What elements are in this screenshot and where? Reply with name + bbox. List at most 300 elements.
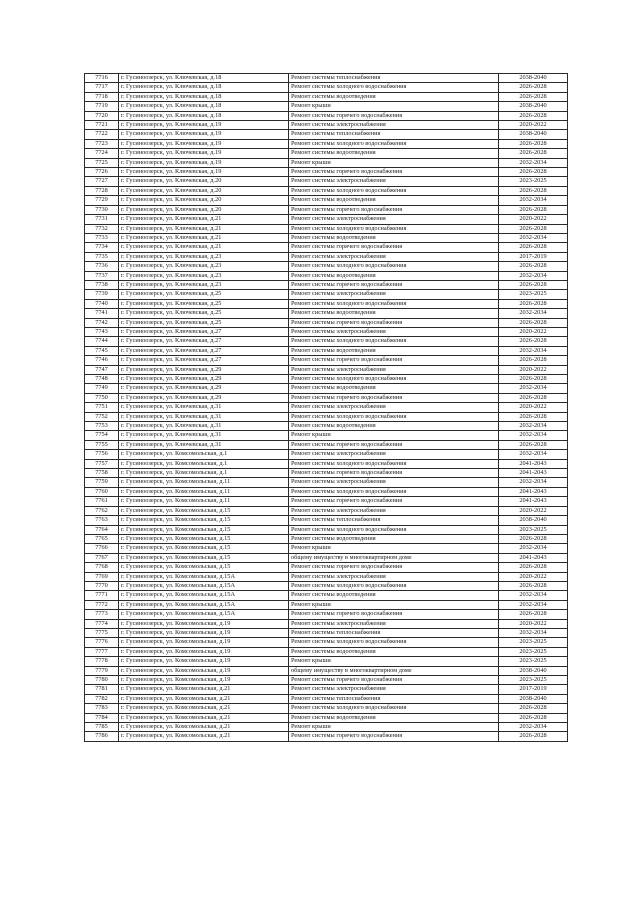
work-type-cell: Ремонт системы холодного водоснабжения bbox=[289, 224, 499, 233]
table-row bbox=[85, 224, 568, 233]
row-number-cell: 7785 bbox=[85, 723, 119, 732]
table-row bbox=[85, 553, 568, 562]
period-cell: 2023-2025 bbox=[499, 676, 568, 685]
work-type-cell: Ремонт системы электроснабжения bbox=[289, 506, 499, 515]
work-type-cell: общему имуществу в многоквартирном доме bbox=[289, 666, 499, 675]
address-cell: г. Гусиноозерск, ул. Комсомольская, д.15 bbox=[119, 516, 289, 525]
table-row bbox=[85, 243, 568, 252]
table-row bbox=[85, 723, 568, 732]
table-row bbox=[85, 713, 568, 722]
table-row bbox=[85, 516, 568, 525]
table-row bbox=[85, 149, 568, 158]
row-number-cell: 7747 bbox=[85, 365, 119, 374]
row-number-cell: 7770 bbox=[85, 581, 119, 590]
table-row bbox=[85, 262, 568, 271]
address-cell: г. Гусиноозерск, ул. Комсомольская, д.21 bbox=[119, 704, 289, 713]
table-row bbox=[85, 628, 568, 637]
period-cell: 2017-2019 bbox=[499, 252, 568, 261]
period-cell: 2020-2022 bbox=[499, 506, 568, 515]
address-cell: г. Гусиноозерск, ул. Комсомольская, д.15 bbox=[119, 525, 289, 534]
period-cell: 2032-2034 bbox=[499, 158, 568, 167]
row-number-cell: 7776 bbox=[85, 638, 119, 647]
address-cell: г. Гусиноозерск, ул. Ключевская, д.25 bbox=[119, 299, 289, 308]
table-row bbox=[85, 111, 568, 120]
row-number-cell: 7774 bbox=[85, 619, 119, 628]
row-number-cell: 7745 bbox=[85, 346, 119, 355]
address-cell: г. Гусиноозерск, ул. Ключевская, д.21 bbox=[119, 215, 289, 224]
table-row bbox=[85, 506, 568, 515]
address-cell: г. Гусиноозерск, ул. Ключевская, д.19 bbox=[119, 121, 289, 130]
table-row bbox=[85, 83, 568, 92]
work-type-cell: Ремонт системы холодного водоснабжения bbox=[289, 262, 499, 271]
address-cell: г. Гусиноозерск, ул. Комсомольская, д.15 bbox=[119, 544, 289, 553]
address-cell: г. Гусиноозерск, ул. Ключевская, д.19 bbox=[119, 139, 289, 148]
period-cell: 2026-2028 bbox=[499, 581, 568, 590]
period-cell: 2026-2028 bbox=[499, 243, 568, 252]
table-row bbox=[85, 412, 568, 421]
work-type-cell: Ремонт системы горячего водоснабжения bbox=[289, 469, 499, 478]
period-cell: 2026-2028 bbox=[499, 318, 568, 327]
work-type-cell: Ремонт системы электроснабжения bbox=[289, 478, 499, 487]
address-cell: г. Гусиноозерск, ул. Ключевская, д.27 bbox=[119, 337, 289, 346]
row-number-cell: 7723 bbox=[85, 139, 119, 148]
row-number-cell: 7771 bbox=[85, 591, 119, 600]
address-cell: г. Гусиноозерск, ул. Ключевская, д.18 bbox=[119, 111, 289, 120]
row-number-cell: 7779 bbox=[85, 666, 119, 675]
period-cell: 2026-2028 bbox=[499, 534, 568, 543]
table-row bbox=[85, 487, 568, 496]
table-row bbox=[85, 450, 568, 459]
address-cell: г. Гусиноозерск, ул. Комсомольская, д.11 bbox=[119, 478, 289, 487]
address-cell: г. Гусиноозерск, ул. Ключевская, д.27 bbox=[119, 327, 289, 336]
work-type-cell: Ремонт системы электроснабжения bbox=[289, 252, 499, 261]
work-type-cell: Ремонт системы холодного водоснабжения bbox=[289, 139, 499, 148]
row-number-cell: 7746 bbox=[85, 356, 119, 365]
address-cell: г. Гусиноозерск, ул. Ключевская, д.29 bbox=[119, 375, 289, 384]
row-number-cell: 7725 bbox=[85, 158, 119, 167]
address-cell: г. Гусиноозерск, ул. Комсомольская, д.15 bbox=[119, 553, 289, 562]
work-type-cell: Ремонт системы электроснабжения bbox=[289, 327, 499, 336]
row-number-cell: 7718 bbox=[85, 92, 119, 101]
address-cell: г. Гусиноозерск, ул. Ключевская, д.25 bbox=[119, 318, 289, 327]
work-type-cell: Ремонт системы водоотведения bbox=[289, 384, 499, 393]
table-row bbox=[85, 572, 568, 581]
address-cell: г. Гусиноозерск, ул. Комсомольская, д.15А bbox=[119, 581, 289, 590]
period-cell: 2026-2028 bbox=[499, 168, 568, 177]
table-row bbox=[85, 327, 568, 336]
work-type-cell: Ремонт системы горячего водоснабжения bbox=[289, 243, 499, 252]
address-cell: г. Гусиноозерск, ул. Ключевская, д.29 bbox=[119, 384, 289, 393]
period-cell: 2038-2040 bbox=[499, 516, 568, 525]
address-cell: г. Гусиноозерск, ул. Ключевская, д.21 bbox=[119, 233, 289, 242]
table-row bbox=[85, 403, 568, 412]
period-cell: 2026-2028 bbox=[499, 205, 568, 214]
work-type-cell: Ремонт системы водоотведения bbox=[289, 422, 499, 431]
table-row bbox=[85, 704, 568, 713]
work-type-cell: Ремонт системы электроснабжения bbox=[289, 619, 499, 628]
period-cell: 2026-2028 bbox=[499, 393, 568, 402]
table-row bbox=[85, 186, 568, 195]
address-cell: г. Гусиноозерск, ул. Комсомольская, д.19 bbox=[119, 676, 289, 685]
address-cell: г. Гусиноозерск, ул. Ключевская, д.23 bbox=[119, 262, 289, 271]
work-type-cell: Ремонт системы теплоснабжения bbox=[289, 130, 499, 139]
address-cell: г. Гусиноозерск, ул. Ключевская, д.20 bbox=[119, 196, 289, 205]
address-cell: г. Гусиноозерск, ул. Ключевская, д.18 bbox=[119, 74, 289, 83]
row-number-cell: 7782 bbox=[85, 694, 119, 703]
work-type-cell: Ремонт системы электроснабжения bbox=[289, 177, 499, 186]
period-cell: 2023-2025 bbox=[499, 290, 568, 299]
table-row bbox=[85, 440, 568, 449]
work-type-cell: Ремонт крыши bbox=[289, 102, 499, 111]
row-number-cell: 7765 bbox=[85, 534, 119, 543]
address-cell: г. Гусиноозерск, ул. Ключевская, д.25 bbox=[119, 290, 289, 299]
work-type-cell: Ремонт крыши bbox=[289, 544, 499, 553]
table-row bbox=[85, 431, 568, 440]
row-number-cell: 7724 bbox=[85, 149, 119, 158]
period-cell: 2026-2028 bbox=[499, 149, 568, 158]
row-number-cell: 7767 bbox=[85, 553, 119, 562]
address-cell: г. Гусиноозерск, ул. Ключевская, д.23 bbox=[119, 280, 289, 289]
row-number-cell: 7720 bbox=[85, 111, 119, 120]
table-row bbox=[85, 591, 568, 600]
row-number-cell: 7756 bbox=[85, 450, 119, 459]
period-cell: 2032-2034 bbox=[499, 384, 568, 393]
address-cell: г. Гусиноозерск, ул. Ключевская, д.18 bbox=[119, 92, 289, 101]
address-cell: г. Гусиноозерск, ул. Ключевская, д.18 bbox=[119, 102, 289, 111]
work-type-cell: Ремонт системы водоотведения bbox=[289, 92, 499, 101]
period-cell: 2020-2022 bbox=[499, 619, 568, 628]
period-cell: 2023-2025 bbox=[499, 647, 568, 656]
table-row bbox=[85, 233, 568, 242]
period-cell: 2026-2028 bbox=[499, 337, 568, 346]
address-cell: г. Гусиноозерск, ул. Ключевская, д.21 bbox=[119, 243, 289, 252]
repair-schedule-table bbox=[84, 73, 568, 742]
work-type-cell: Ремонт системы водоотведения bbox=[289, 713, 499, 722]
address-cell: г. Гусиноозерск, ул. Комсомольская, д.1 bbox=[119, 450, 289, 459]
period-cell: 2026-2028 bbox=[499, 280, 568, 289]
table-row bbox=[85, 139, 568, 148]
address-cell: г. Гусиноозерск, ул. Комсомольская, д.19 bbox=[119, 619, 289, 628]
row-number-cell: 7717 bbox=[85, 83, 119, 92]
address-cell: г. Гусиноозерск, ул. Ключевская, д.23 bbox=[119, 252, 289, 261]
period-cell: 2041-2043 bbox=[499, 497, 568, 506]
work-type-cell: Ремонт системы холодного водоснабжения bbox=[289, 412, 499, 421]
work-type-cell: Ремонт системы теплоснабжения bbox=[289, 694, 499, 703]
table-row bbox=[85, 384, 568, 393]
period-cell: 2023-2025 bbox=[499, 177, 568, 186]
period-cell: 2032-2034 bbox=[499, 591, 568, 600]
row-number-cell: 7730 bbox=[85, 205, 119, 214]
period-cell: 2041-2043 bbox=[499, 459, 568, 468]
table-row bbox=[85, 619, 568, 628]
period-cell: 2032-2034 bbox=[499, 346, 568, 355]
address-cell: г. Гусиноозерск, ул. Ключевская, д.31 bbox=[119, 412, 289, 421]
address-cell: г. Гусиноозерск, ул. Ключевская, д.19 bbox=[119, 168, 289, 177]
table-row bbox=[85, 393, 568, 402]
row-number-cell: 7740 bbox=[85, 299, 119, 308]
row-number-cell: 7783 bbox=[85, 704, 119, 713]
row-number-cell: 7772 bbox=[85, 600, 119, 609]
work-type-cell: Ремонт системы водоотведения bbox=[289, 309, 499, 318]
work-type-cell: общему имуществу в многоквартирном доме bbox=[289, 553, 499, 562]
table-row bbox=[85, 215, 568, 224]
table-row bbox=[85, 130, 568, 139]
period-cell: 2026-2028 bbox=[499, 139, 568, 148]
address-cell: г. Гусиноозерск, ул. Комсомольская, д.1 bbox=[119, 469, 289, 478]
table-row bbox=[85, 676, 568, 685]
row-number-cell: 7733 bbox=[85, 233, 119, 242]
address-cell: г. Гусиноозерск, ул. Комсомольская, д.15 bbox=[119, 534, 289, 543]
period-cell: 2032-2034 bbox=[499, 196, 568, 205]
work-type-cell: Ремонт системы горячего водоснабжения bbox=[289, 732, 499, 741]
row-number-cell: 7719 bbox=[85, 102, 119, 111]
address-cell: г. Гусиноозерск, ул. Комсомольская, д.11 bbox=[119, 497, 289, 506]
work-type-cell: Ремонт системы электроснабжения bbox=[289, 121, 499, 130]
table-row bbox=[85, 168, 568, 177]
work-type-cell: Ремонт крыши bbox=[289, 723, 499, 732]
period-cell: 2038-2040 bbox=[499, 102, 568, 111]
row-number-cell: 7786 bbox=[85, 732, 119, 741]
address-cell: г. Гусиноозерск, ул. Комсомольская, д.19 bbox=[119, 657, 289, 666]
period-cell: 2020-2022 bbox=[499, 215, 568, 224]
work-type-cell: Ремонт системы горячего водоснабжения bbox=[289, 610, 499, 619]
period-cell: 2032-2034 bbox=[499, 450, 568, 459]
address-cell: г. Гусиноозерск, ул. Комсомольская, д.15 bbox=[119, 563, 289, 572]
table-row bbox=[85, 158, 568, 167]
address-cell: г. Гусиноозерск, ул. Ключевская, д.29 bbox=[119, 393, 289, 402]
period-cell: 2026-2028 bbox=[499, 262, 568, 271]
row-number-cell: 7780 bbox=[85, 676, 119, 685]
period-cell: 2032-2034 bbox=[499, 431, 568, 440]
row-number-cell: 7773 bbox=[85, 610, 119, 619]
period-cell: 2026-2028 bbox=[499, 111, 568, 120]
period-cell: 2026-2028 bbox=[499, 92, 568, 101]
row-number-cell: 7732 bbox=[85, 224, 119, 233]
period-cell: 2041-2043 bbox=[499, 469, 568, 478]
table-row bbox=[85, 196, 568, 205]
row-number-cell: 7722 bbox=[85, 130, 119, 139]
table-row bbox=[85, 544, 568, 553]
table-row bbox=[85, 666, 568, 675]
table-row bbox=[85, 121, 568, 130]
row-number-cell: 7768 bbox=[85, 563, 119, 572]
table-row bbox=[85, 205, 568, 214]
address-cell: г. Гусиноозерск, ул. Ключевская, д.31 bbox=[119, 440, 289, 449]
row-number-cell: 7775 bbox=[85, 628, 119, 637]
period-cell: 2020-2022 bbox=[499, 572, 568, 581]
address-cell: г. Гусиноозерск, ул. Комсомольская, д.21 bbox=[119, 694, 289, 703]
table-row bbox=[85, 365, 568, 374]
work-type-cell: Ремонт крыши bbox=[289, 158, 499, 167]
period-cell: 2032-2034 bbox=[499, 309, 568, 318]
address-cell: г. Гусиноозерск, ул. Комсомольская, д.15А bbox=[119, 610, 289, 619]
address-cell: г. Гусиноозерск, ул. Комсомольская, д.19 bbox=[119, 628, 289, 637]
address-cell: г. Гусиноозерск, ул. Ключевская, д.31 bbox=[119, 403, 289, 412]
work-type-cell: Ремонт системы теплоснабжения bbox=[289, 628, 499, 637]
row-number-cell: 7739 bbox=[85, 290, 119, 299]
table-row bbox=[85, 271, 568, 280]
work-type-cell: Ремонт системы водоотведения bbox=[289, 233, 499, 242]
table-row bbox=[85, 375, 568, 384]
period-cell: 2032-2034 bbox=[499, 271, 568, 280]
work-type-cell: Ремонт системы электроснабжения bbox=[289, 450, 499, 459]
row-number-cell: 7769 bbox=[85, 572, 119, 581]
address-cell: г. Гусиноозерск, ул. Ключевская, д.20 bbox=[119, 186, 289, 195]
row-number-cell: 7727 bbox=[85, 177, 119, 186]
work-type-cell: Ремонт системы холодного водоснабжения bbox=[289, 459, 499, 468]
table-row bbox=[85, 657, 568, 666]
period-cell: 2026-2028 bbox=[499, 610, 568, 619]
work-type-cell: Ремонт системы теплоснабжения bbox=[289, 516, 499, 525]
row-number-cell: 7754 bbox=[85, 431, 119, 440]
period-cell: 2038-2040 bbox=[499, 130, 568, 139]
work-type-cell: Ремонт системы холодного водоснабжения bbox=[289, 487, 499, 496]
row-number-cell: 7764 bbox=[85, 525, 119, 534]
row-number-cell: 7728 bbox=[85, 186, 119, 195]
row-number-cell: 7737 bbox=[85, 271, 119, 280]
work-type-cell: Ремонт системы горячего водоснабжения bbox=[289, 497, 499, 506]
row-number-cell: 7757 bbox=[85, 459, 119, 468]
work-type-cell: Ремонт системы электроснабжения bbox=[289, 365, 499, 374]
row-number-cell: 7755 bbox=[85, 440, 119, 449]
work-type-cell: Ремонт системы горячего водоснабжения bbox=[289, 280, 499, 289]
row-number-cell: 7726 bbox=[85, 168, 119, 177]
row-number-cell: 7721 bbox=[85, 121, 119, 130]
work-type-cell: Ремонт системы холодного водоснабжения bbox=[289, 83, 499, 92]
row-number-cell: 7766 bbox=[85, 544, 119, 553]
address-cell: г. Гусиноозерск, ул. Ключевская, д.31 bbox=[119, 431, 289, 440]
period-cell: 2020-2022 bbox=[499, 365, 568, 374]
row-number-cell: 7716 bbox=[85, 74, 119, 83]
period-cell: 2026-2028 bbox=[499, 713, 568, 722]
table-row bbox=[85, 694, 568, 703]
work-type-cell: Ремонт системы электроснабжения bbox=[289, 215, 499, 224]
work-type-cell: Ремонт системы горячего водоснабжения bbox=[289, 205, 499, 214]
row-number-cell: 7729 bbox=[85, 196, 119, 205]
table-row bbox=[85, 459, 568, 468]
address-cell: г. Гусиноозерск, ул. Комсомольская, д.21 bbox=[119, 713, 289, 722]
row-number-cell: 7751 bbox=[85, 403, 119, 412]
address-cell: г. Гусиноозерск, ул. Комсомольская, д.19 bbox=[119, 638, 289, 647]
row-number-cell: 7749 bbox=[85, 384, 119, 393]
period-cell: 2032-2034 bbox=[499, 723, 568, 732]
work-type-cell: Ремонт системы горячего водоснабжения bbox=[289, 168, 499, 177]
table-row bbox=[85, 497, 568, 506]
address-cell: г. Гусиноозерск, ул. Ключевская, д.31 bbox=[119, 422, 289, 431]
work-type-cell: Ремонт системы холодного водоснабжения bbox=[289, 186, 499, 195]
work-type-cell: Ремонт системы холодного водоснабжения bbox=[289, 638, 499, 647]
work-type-cell: Ремонт системы электроснабжения bbox=[289, 572, 499, 581]
period-cell: 2026-2028 bbox=[499, 440, 568, 449]
table-row bbox=[85, 299, 568, 308]
period-cell: 2026-2028 bbox=[499, 704, 568, 713]
address-cell: г. Гусиноозерск, ул. Комсомольская, д.21 bbox=[119, 732, 289, 741]
period-cell: 2038-2040 bbox=[499, 74, 568, 83]
period-cell: 2026-2028 bbox=[499, 299, 568, 308]
table-row bbox=[85, 346, 568, 355]
period-cell: 2023-2025 bbox=[499, 638, 568, 647]
row-number-cell: 7735 bbox=[85, 252, 119, 261]
period-cell: 2032-2034 bbox=[499, 628, 568, 637]
row-number-cell: 7777 bbox=[85, 647, 119, 656]
work-type-cell: Ремонт системы горячего водоснабжения bbox=[289, 356, 499, 365]
row-number-cell: 7741 bbox=[85, 309, 119, 318]
row-number-cell: 7752 bbox=[85, 412, 119, 421]
address-cell: г. Гусиноозерск, ул. Ключевская, д.21 bbox=[119, 224, 289, 233]
address-cell: г. Гусиноозерск, ул. Ключевская, д.19 bbox=[119, 130, 289, 139]
address-cell: г. Гусиноозерск, ул. Ключевская, д.29 bbox=[119, 365, 289, 374]
address-cell: г. Гусиноозерск, ул. Ключевская, д.20 bbox=[119, 205, 289, 214]
row-number-cell: 7778 bbox=[85, 657, 119, 666]
table-row bbox=[85, 638, 568, 647]
table-row bbox=[85, 610, 568, 619]
table-row bbox=[85, 534, 568, 543]
period-cell: 2026-2028 bbox=[499, 83, 568, 92]
row-number-cell: 7753 bbox=[85, 422, 119, 431]
row-number-cell: 7781 bbox=[85, 685, 119, 694]
address-cell: г. Гусиноозерск, ул. Комсомольская, д.11 bbox=[119, 487, 289, 496]
period-cell: 2041-2043 bbox=[499, 487, 568, 496]
work-type-cell: Ремонт системы горячего водоснабжения bbox=[289, 111, 499, 120]
address-cell: г. Гусиноозерск, ул. Комсомольская, д.15А bbox=[119, 591, 289, 600]
period-cell: 2041-2043 bbox=[499, 553, 568, 562]
work-type-cell: Ремонт системы горячего водоснабжения bbox=[289, 676, 499, 685]
row-number-cell: 7763 bbox=[85, 516, 119, 525]
work-type-cell: Ремонт системы водоотведения bbox=[289, 271, 499, 280]
table-row bbox=[85, 252, 568, 261]
row-number-cell: 7761 bbox=[85, 497, 119, 506]
work-type-cell: Ремонт крыши bbox=[289, 600, 499, 609]
period-cell: 2017-2019 bbox=[499, 685, 568, 694]
table-row bbox=[85, 318, 568, 327]
work-type-cell: Ремонт системы горячего водоснабжения bbox=[289, 563, 499, 572]
period-cell: 2032-2034 bbox=[499, 233, 568, 242]
row-number-cell: 7734 bbox=[85, 243, 119, 252]
work-type-cell: Ремонт системы холодного водоснабжения bbox=[289, 299, 499, 308]
work-type-cell: Ремонт системы горячего водоснабжения bbox=[289, 318, 499, 327]
period-cell: 2026-2028 bbox=[499, 375, 568, 384]
period-cell: 2038-2040 bbox=[499, 666, 568, 675]
row-number-cell: 7742 bbox=[85, 318, 119, 327]
row-number-cell: 7731 bbox=[85, 215, 119, 224]
period-cell: 2032-2034 bbox=[499, 478, 568, 487]
work-type-cell: Ремонт системы холодного водоснабжения bbox=[289, 337, 499, 346]
address-cell: г. Гусиноозерск, ул. Ключевская, д.18 bbox=[119, 83, 289, 92]
period-cell: 2020-2022 bbox=[499, 403, 568, 412]
table-row bbox=[85, 525, 568, 534]
work-type-cell: Ремонт системы водоотведения bbox=[289, 534, 499, 543]
address-cell: г. Гусиноозерск, ул. Ключевская, д.27 bbox=[119, 346, 289, 355]
row-number-cell: 7744 bbox=[85, 337, 119, 346]
table-row bbox=[85, 280, 568, 289]
table-row bbox=[85, 685, 568, 694]
work-type-cell: Ремонт системы холодного водоснабжения bbox=[289, 581, 499, 590]
table-row bbox=[85, 469, 568, 478]
table-row bbox=[85, 600, 568, 609]
work-type-cell: Ремонт системы водоотведения bbox=[289, 647, 499, 656]
row-number-cell: 7738 bbox=[85, 280, 119, 289]
row-number-cell: 7748 bbox=[85, 375, 119, 384]
address-cell: г. Гусиноозерск, ул. Комсомольская, д.15 bbox=[119, 506, 289, 515]
row-number-cell: 7784 bbox=[85, 713, 119, 722]
work-type-cell: Ремонт системы горячего водоснабжения bbox=[289, 440, 499, 449]
address-cell: г. Гусиноозерск, ул. Комсомольская, д.15А bbox=[119, 600, 289, 609]
table-row bbox=[85, 74, 568, 83]
period-cell: 2023-2025 bbox=[499, 525, 568, 534]
table-row bbox=[85, 92, 568, 101]
work-type-cell: Ремонт системы электроснабжения bbox=[289, 403, 499, 412]
table-row bbox=[85, 732, 568, 741]
